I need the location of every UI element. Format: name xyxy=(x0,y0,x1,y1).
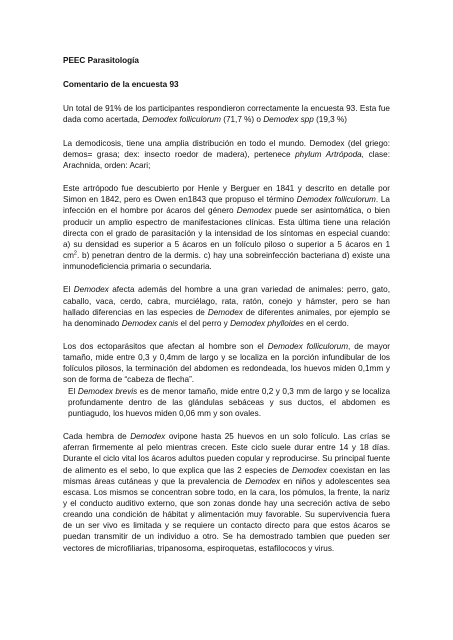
species-name: Demodex spp xyxy=(263,115,314,125)
text-run: (19,3 %) xyxy=(313,115,348,125)
species-name: Demodex folliculorum xyxy=(296,195,376,205)
text-run: Cada hembra de xyxy=(63,432,131,442)
text-run: El xyxy=(68,386,78,396)
document-title: Comentario de la encuesta 93 xyxy=(63,80,179,90)
genus-name: Demodex xyxy=(245,476,281,486)
paragraph-distribution xyxy=(63,138,390,171)
paragraph-history xyxy=(63,183,390,272)
genus-name: Demodex xyxy=(291,465,327,475)
paragraph-animals xyxy=(63,284,390,329)
paragraph-life-cycle xyxy=(63,431,390,554)
text-run: clase: Arachnida, orden: Acari; xyxy=(63,149,390,170)
text-run: el del perro y xyxy=(178,318,231,328)
text-run: La demodicosis, tiene una amplia distribución en todo el mundo. Demodex (del griego: demos= grasa; dex: insecto roedor de madera), pertenece xyxy=(63,138,390,159)
species-name: Demodex canis xyxy=(121,318,179,328)
paragraph-survey-result xyxy=(63,103,390,125)
paragraph-folliculorum xyxy=(63,341,390,386)
text-run: . b) penetran dentro de la dermis. c) hay una sobreinfección bacteriana d) existe una inmunodeficiencia primaria o secundaria. xyxy=(63,251,390,272)
text-run: El xyxy=(63,285,74,295)
document-header: PEEC Parasitología xyxy=(63,56,139,65)
text-run: de diferentes animales, por ejemplo se ha denominado xyxy=(63,307,390,328)
text-run: coexistan en las mismas áreas cutáneas y que la prevalencia de xyxy=(63,465,390,486)
text-run: Los dos ectoparásitos que afectan al hombre son el xyxy=(63,341,268,351)
text-run: puede ser asintomática, o bien producir un amplio espectro de manifestaciones clínicas. Esta última tiene una relación directa con el grado de parasitación y la intensidad de los síntomas en especial cuando: a) su densidad es superior a 5 ácaros en un folículo piloso o superior a 5 ácaros en 1 cm xyxy=(63,206,390,261)
species-name: Demodex brevis xyxy=(77,386,138,396)
text-run: Este artrópodo fue descubierto por Henle y Berguer en 1841 y descrito en detalle por Simon en 1842, pero es Owen en1843 que propuso el término xyxy=(63,184,390,205)
species-name: Demodex folliculorum xyxy=(267,341,349,351)
paragraph-brevis xyxy=(63,386,390,419)
superscript: 2 xyxy=(73,250,77,257)
species-name: Demodex phylloides xyxy=(230,318,304,328)
text-run: es de menor tamaño, mide entre 0,2 y 0,3 mm de largo y se localiza profundamente dentro de las glándulas sebáceas y sus ductos, el abdomen es puntiagudo, los huevos miden 0,06 mm y son ovales. xyxy=(68,386,390,418)
species-name: Demodex folliculorum xyxy=(142,115,221,125)
text-run: afecta además del hombre a una gran variedad de animales: perro, gato, caballo, vaca, cerdo, cabra, murciélago, rata, ratón, conejo y hámster, pero se han hallado diferencias en las especies de xyxy=(63,285,390,317)
text-run: . La infección en el hombre por ácaros del género xyxy=(63,195,390,216)
text-run: Un total de 91% de los participantes respondieron correctamente la encuesta 93. Esta fue dada como acertada, xyxy=(63,104,390,125)
text-run: ovipone hasta 25 huevos en un solo folículo. Las crías se aferran firmemente al pelo mientras crecen. Este ciclo suele durar entre 14 y 18 días. Durante el ciclo vital los ácaros adultos pueden copular y reproducirse. Su principal fuente de alimento es el sebo, lo que explica que las 2 especies de xyxy=(63,432,391,475)
genus-name: Demodex xyxy=(207,307,243,317)
text-run: , de mayor tamaño, mide entre 0,3 y 0,4mm de largo y se localiza en la porción infundibular de los folículos pilosos, la terminación del abdomen es redondeada, los huevos miden 0,1mm y son de forma de “cabeza de flecha”. xyxy=(63,341,390,385)
genus-name: Demodex xyxy=(73,285,109,295)
genus-name: Demodex xyxy=(130,432,166,442)
text-run: (71,7 %) o xyxy=(220,115,264,125)
text-run: en niños y adolescentes sea escasa. Los mismos se concentran sobre todo, en la cara, los pómulos, la frente, la nariz y el conducto auditivo externo, que son zonas donde hay una secreción activa de sebo creando una condición de hábitat y alimentación muy favorable. Su supervivencia fuera de un ser vivo es limitada y se requiere un contacto directo para que estos ácaros se puedan transmitir de un individuo a otro. Se ha demostrado tambien que pueden ser vectores de microfiliarias, tripanosoma, espiroquetas, estafilococos y virus. xyxy=(63,476,390,553)
taxonomy-term: phylum Artrópoda, xyxy=(295,149,365,159)
genus-name: Demodex xyxy=(236,206,272,216)
text-run: en el cerdo. xyxy=(303,318,349,328)
